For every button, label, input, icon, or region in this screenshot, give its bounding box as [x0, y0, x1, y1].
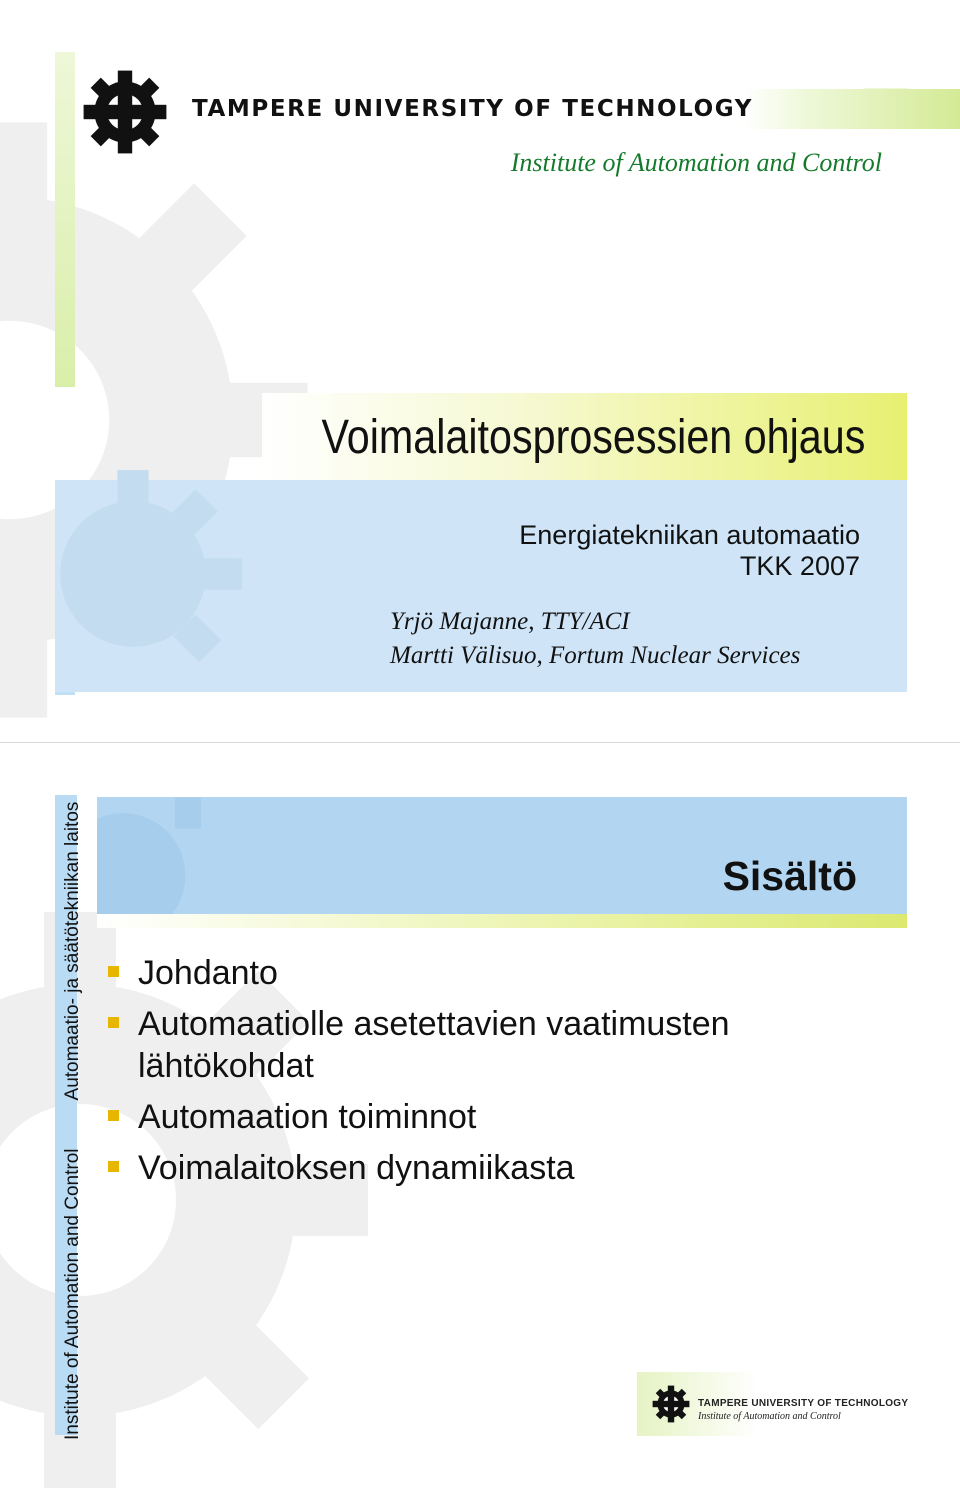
- institute-name: Institute of Automation and Control: [510, 148, 882, 177]
- author-1: Yrjö Majanne, TTY/ACI: [390, 608, 630, 635]
- footer-logo-text: TAMPERE UNIVERSITY OF TECHNOLOGY: [698, 1398, 909, 1409]
- list-item: Automaation toiminnot: [108, 1096, 828, 1138]
- side-label-english: Institute of Automation and Control: [62, 1148, 83, 1440]
- author-2: Martti Välisuo, Fortum Nuclear Services: [390, 642, 801, 669]
- gear-logo-icon: [80, 67, 170, 157]
- author-list: [390, 605, 800, 673]
- slide-title: [0, 0, 960, 720]
- presentation-title: Voimalaitosprosessien ohjaus: [321, 411, 865, 464]
- panel-gear-icon: [15, 470, 355, 720]
- heading-underline: [97, 914, 907, 928]
- bullet-square-icon: [108, 1017, 119, 1028]
- left-accent-bar: [55, 52, 75, 387]
- heading-gear-icon: [97, 797, 357, 915]
- list-item: Voimalaitoksen dynamiikasta: [108, 1147, 828, 1189]
- footer-gear-icon: [651, 1384, 691, 1424]
- list-item: Johdanto: [108, 952, 828, 994]
- slide-divider: [0, 742, 960, 743]
- bullet-square-icon: [108, 1110, 119, 1121]
- list-item: Automaatiolle asetettavien vaatimusten lähtökohdat: [108, 1003, 828, 1087]
- side-labels: [52, 801, 94, 1440]
- logo-text: TAMPERE UNIVERSITY OF TECHNOLOGY: [192, 96, 753, 122]
- footer-logo: [637, 1372, 909, 1436]
- course-name: Energiatekniikan automaatio: [519, 520, 860, 550]
- university-logo: [80, 67, 910, 157]
- course-year: TKK 2007: [739, 551, 860, 581]
- contents-list: [108, 952, 828, 1198]
- footer-institute: Institute of Automation and Control: [698, 1411, 841, 1422]
- bullet-square-icon: [108, 1161, 119, 1172]
- side-label-finnish: Automaatio- ja säätötekniikan laitos: [62, 801, 83, 1101]
- slide-heading: Sisältö: [722, 853, 857, 899]
- course-info: [519, 520, 860, 582]
- bullet-square-icon: [108, 966, 119, 977]
